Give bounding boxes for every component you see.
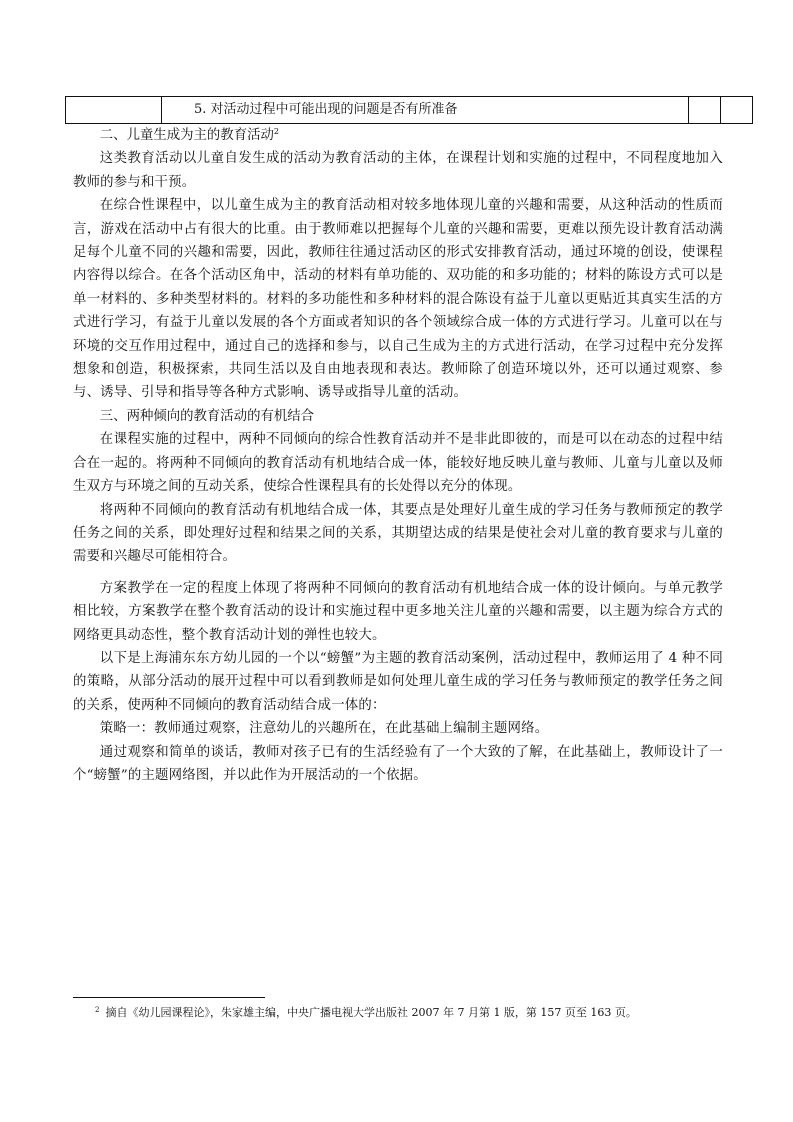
- footnote: [95, 1006, 637, 1020]
- table-row: [66, 97, 753, 124]
- body-text: [73, 124, 723, 787]
- footnote-marker: 2: [95, 1006, 100, 1014]
- table-cell: [66, 97, 162, 124]
- paragraph: 将两种不同倾向的教育活动有机地结合成一体，其要点是处理好儿童生成的学习任务与教师预定的教学任务之间的关系，即处理好过程和结果之间的关系，其期望达成的结果是使社会对儿童的教育要求与儿童的需要和兴趣尽可能相符合。: [73, 502, 723, 565]
- section-heading-3: 三、两种倾向的教育活动的有机结合: [99, 408, 315, 424]
- paragraph: 方案教学在一定的程度上体现了将两种不同倾向的教育活动有机地结合成一体的设计倾向。与单元教学相比较，方案教学在整个教育活动的设计和实施过程中更多地关注儿童的兴趣和需要，以主题为综合方式的网络更具动态性，整个教育活动计划的弹性也较大。: [73, 580, 723, 643]
- paragraph: 通过观察和简单的谈话，教师对孩子已有的生活经验有了一个大致的了解，在此基础上，教师设计了一个“螃蟹”的主题网络图，并以此作为开展活动的一个依据。: [73, 744, 723, 783]
- table-cell: [721, 97, 753, 124]
- paragraph-strategy-one: 策略一：教师通过观察，注意幼儿的兴趣所在，在此基础上编制主题网络。: [99, 721, 549, 737]
- table-cell-criterion: 5. 对活动过程中可能出现的问题是否有所准备: [162, 97, 689, 124]
- section-heading-2-text: 二、儿童生成为主的教育活动: [99, 128, 274, 143]
- footnote-text: 摘自《幼儿园课程论》，朱家雄主编，中央广播电视大学出版社 2007 年 7 月第 1 版，第 157 页至 163 页。: [105, 1006, 637, 1019]
- section-heading-2: [73, 124, 723, 147]
- paragraph: 在综合性课程中，以儿童生成为主的教育活动相对较多地体现儿童的兴趣和需要，从这种活动的性质而言，游戏在活动中占有很大的比重。由于教师难以把握每个儿童的兴趣和需要，更难以预先设计教育活动满足每个儿童不同的兴趣和需要，因此，教师往往通过活动区的形式安排教育活动，通过环境的创设，使课程内容得以综合。在各个活动区角中，活动的材料有单功能的、双功能的和多功能的；材料的陈设方式可以是单一材料的、多种类型材料的。材料的多功能性和多种材料的混合陈设有益于儿童以更贴近其真实生活的方式进行学习，有益于儿童以发展的各个方面或者知识的各个领域综合成一体的方式进行学习。儿童可以在与环境的交互作用过程中，通过自己的选择和参与，以自己生成为主的方式进行活动，在学习过程中充分发挥想象和创造，积极探索，共同生活以及自由地表现和表达。教师除了创造环境以外，还可以通过观察、参与、诱导、引导和指导等各种方式影响、诱导或指导儿童的活动。: [73, 198, 723, 401]
- footnote-reference: 2: [273, 127, 279, 136]
- paragraph: 在课程实施的过程中，两种不同倾向的综合性教育活动并不是非此即彼的，而是可以在动态的过程中结合在一起的。将两种不同倾向的教育活动有机地结合成一体，能较好地反映儿童与教师、儿童与儿童以及师生双方与环境之间的互动关系，使综合性课程具有的长处得以充分的体现。: [73, 432, 723, 495]
- paragraph: 以下是上海浦东东方幼儿园的一个以“螃蟹”为主题的教育活动案例，活动过程中，教师运用了 4 种不同的策略，从部分活动的展开过程中可以看到教师是如何处理儿童生成的学习任务与教师预定的教学任务之间的关系，使两种不同倾向的教育活动结合成一体的：: [73, 650, 723, 713]
- footnote-separator: [73, 997, 265, 998]
- table-cell: [689, 97, 721, 124]
- evaluation-table-fragment: [65, 96, 753, 124]
- paragraph: 这类教育活动以儿童自发生成的活动为教育活动的主体，在课程计划和实施的过程中，不同程度地加入教师的参与和干预。: [73, 151, 723, 190]
